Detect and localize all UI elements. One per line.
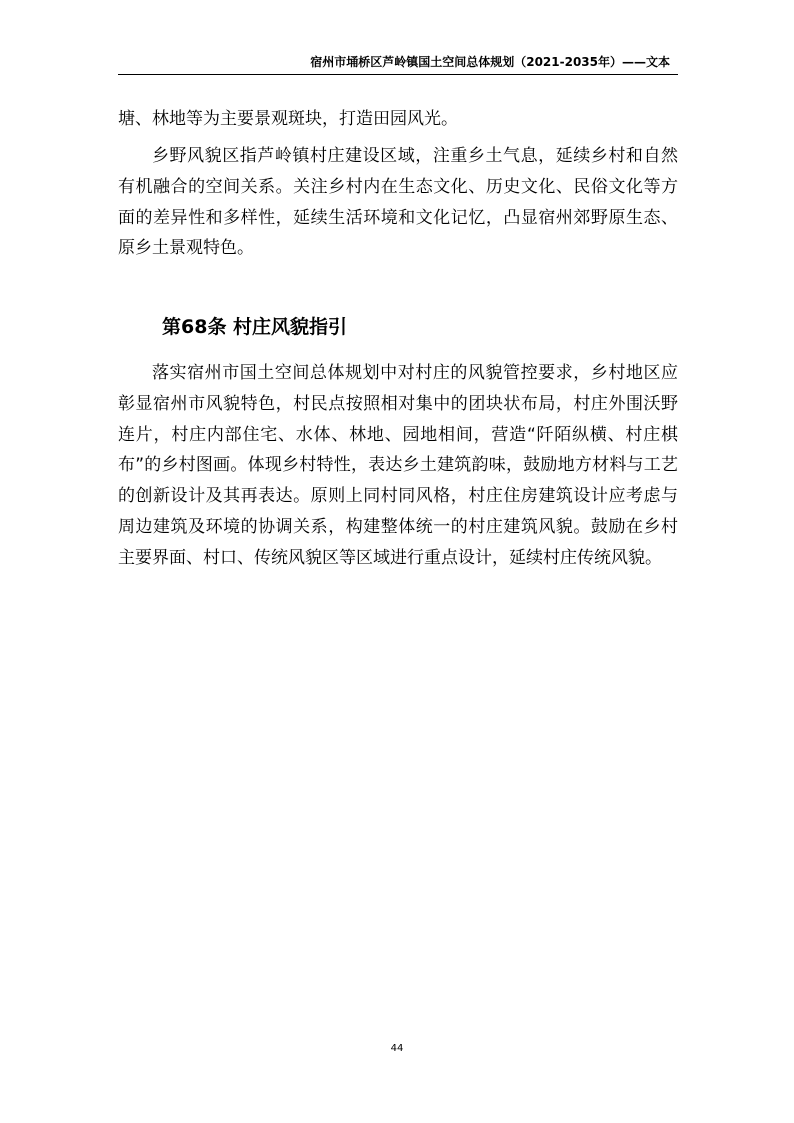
section-heading: 第68条 村庄风貌指引 xyxy=(162,316,348,338)
paragraph-village-style-guidance: 落实宿州市国土空间总体规划中对村庄的风貌管控要求，乡村地区应彰显宿州市风貌特色，村民点按照相对集中的团块状布局，村庄外围沃野连片，村庄内部住宅、水体、林地、园地相间，营造“阡陌纵横、村庄棋布”的乡村图画。体现乡村特性，表达乡土建筑韵味，鼓励地方材料与工艺的创新设计及其再表达。原则上同村同风格，村庄住房建筑设计应考虑与周边建筑及环境的协调关系，构建整体统一的村庄建筑风貌。鼓励在乡村主要界面、村口、传统风貌区等区域进行重点设计，延续村庄传统风貌。 xyxy=(118,363,678,568)
paragraph-continued: 塘、林地等为主要景观斑块，打造田园风光。 xyxy=(118,109,458,129)
page-header xyxy=(118,46,678,75)
header-title: 宿州市埇桥区芦岭镇国土空间总体规划（2021-2035年）——文本 xyxy=(310,55,670,69)
page-number: 44 xyxy=(390,1043,404,1054)
paragraph-rural-landscape-zone: 乡野风貌区指芦岭镇村庄建设区域，注重乡土气息，延续乡村和自然有机融合的空间关系。关注乡村内在生态文化、历史文化、民俗文化等方面的差异性和多样性，延续生活环境和文化记忆，凸显宿州郊野原生态、原乡土景观特色。 xyxy=(118,146,678,259)
